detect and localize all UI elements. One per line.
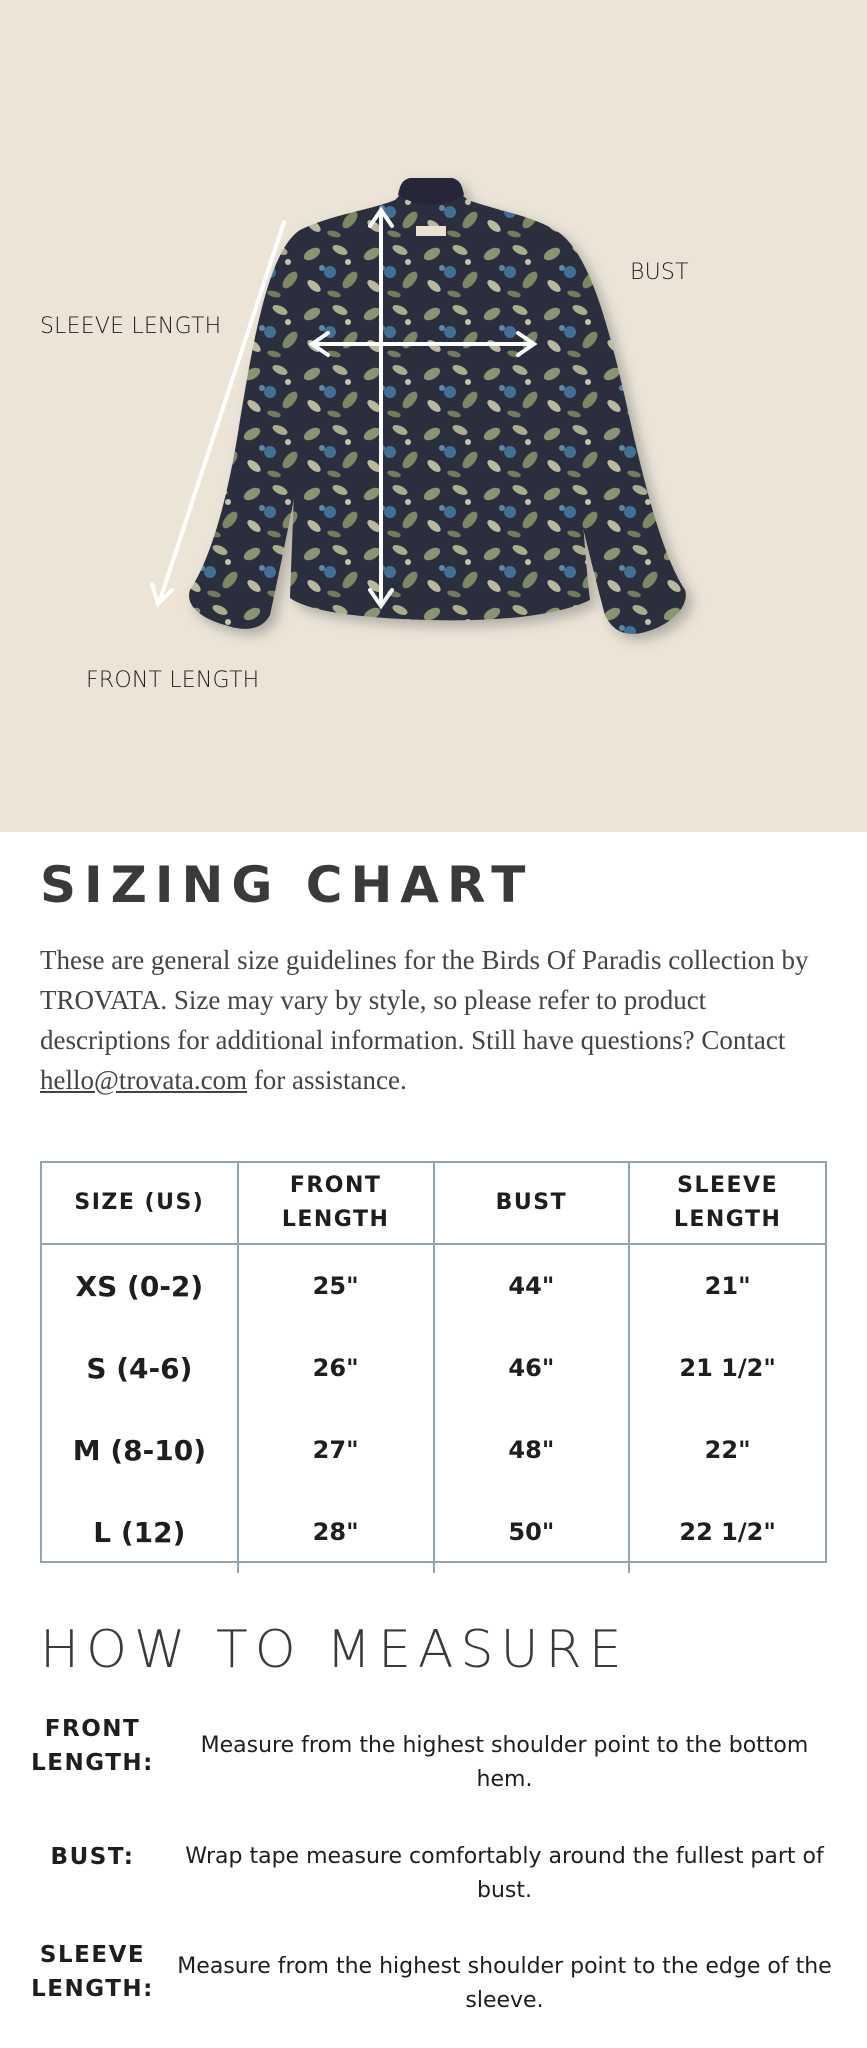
intro-text: These are general size guidelines for the Birds Of Paradis collection by TROVATA. Size may vary by style, so please refer to product descriptions for additional information. Still have questions? Contact bbox=[40, 945, 809, 1055]
sizing-intro bbox=[40, 940, 840, 1100]
measure-description: Wrap tape measure comfortably around the fullest part of bust. bbox=[185, 1844, 824, 1903]
header-size: SIZE (US) bbox=[42, 1163, 238, 1244]
bust-cell: 46" bbox=[434, 1327, 630, 1409]
table-row bbox=[42, 1491, 825, 1573]
measure-description: Measure from the highest shoulder point to the edge of the sleeve. bbox=[177, 1954, 832, 2013]
intro-suffix: for assistance. bbox=[253, 1065, 407, 1095]
front-length-cell: 28" bbox=[238, 1491, 434, 1573]
measure-description: Measure from the highest shoulder point to the bottom hem. bbox=[200, 1733, 809, 1792]
measure-label: BUST: bbox=[50, 1844, 135, 1870]
front-length-cell: 27" bbox=[238, 1409, 434, 1491]
how-to-measure-title: HOW TO MEASURE bbox=[40, 1620, 629, 1680]
header-sleeve-length: SLEEVE LENGTH bbox=[629, 1163, 825, 1244]
measure-item-bust bbox=[0, 1840, 867, 1920]
table-header-row bbox=[42, 1163, 825, 1244]
size-cell: S (4-6) bbox=[86, 1351, 193, 1385]
sizing-chart-title: SIZING CHART bbox=[40, 856, 534, 914]
size-cell: XS (0-2) bbox=[75, 1269, 204, 1303]
sleeve-length-label: SLEEVE LENGTH bbox=[40, 314, 222, 339]
sleeve-length-cell: 21 1/2" bbox=[629, 1327, 825, 1409]
size-cell: L (12) bbox=[93, 1515, 186, 1549]
front-length-cell: 26" bbox=[238, 1327, 434, 1409]
front-length-cell: 25" bbox=[238, 1244, 434, 1327]
measure-item-sleeve-length bbox=[0, 1938, 867, 2018]
measure-item-front-length bbox=[0, 1712, 867, 1792]
sleeve-length-cell: 21" bbox=[629, 1244, 825, 1327]
table-row bbox=[42, 1409, 825, 1491]
product-diagram bbox=[0, 0, 867, 832]
blouse-illustration bbox=[0, 0, 867, 832]
measure-label: SLEEVE LENGTH: bbox=[31, 1942, 154, 2002]
header-front-length: FRONT LENGTH bbox=[238, 1163, 434, 1244]
measure-label: FRONT LENGTH: bbox=[31, 1716, 154, 1776]
header-bust: BUST bbox=[434, 1163, 630, 1244]
size-table bbox=[40, 1161, 827, 1563]
sleeve-length-cell: 22" bbox=[629, 1409, 825, 1491]
front-length-label: FRONT LENGTH bbox=[86, 668, 260, 693]
bust-cell: 48" bbox=[434, 1409, 630, 1491]
contact-email-link[interactable]: hello@trovata.com bbox=[40, 1065, 248, 1095]
table-row bbox=[42, 1244, 825, 1327]
sleeve-length-cell: 22 1/2" bbox=[629, 1491, 825, 1573]
bust-cell: 44" bbox=[434, 1244, 630, 1327]
bust-label: BUST bbox=[630, 260, 689, 285]
size-cell: M (8-10) bbox=[72, 1433, 207, 1467]
table-row bbox=[42, 1327, 825, 1409]
bust-cell: 50" bbox=[434, 1491, 630, 1573]
